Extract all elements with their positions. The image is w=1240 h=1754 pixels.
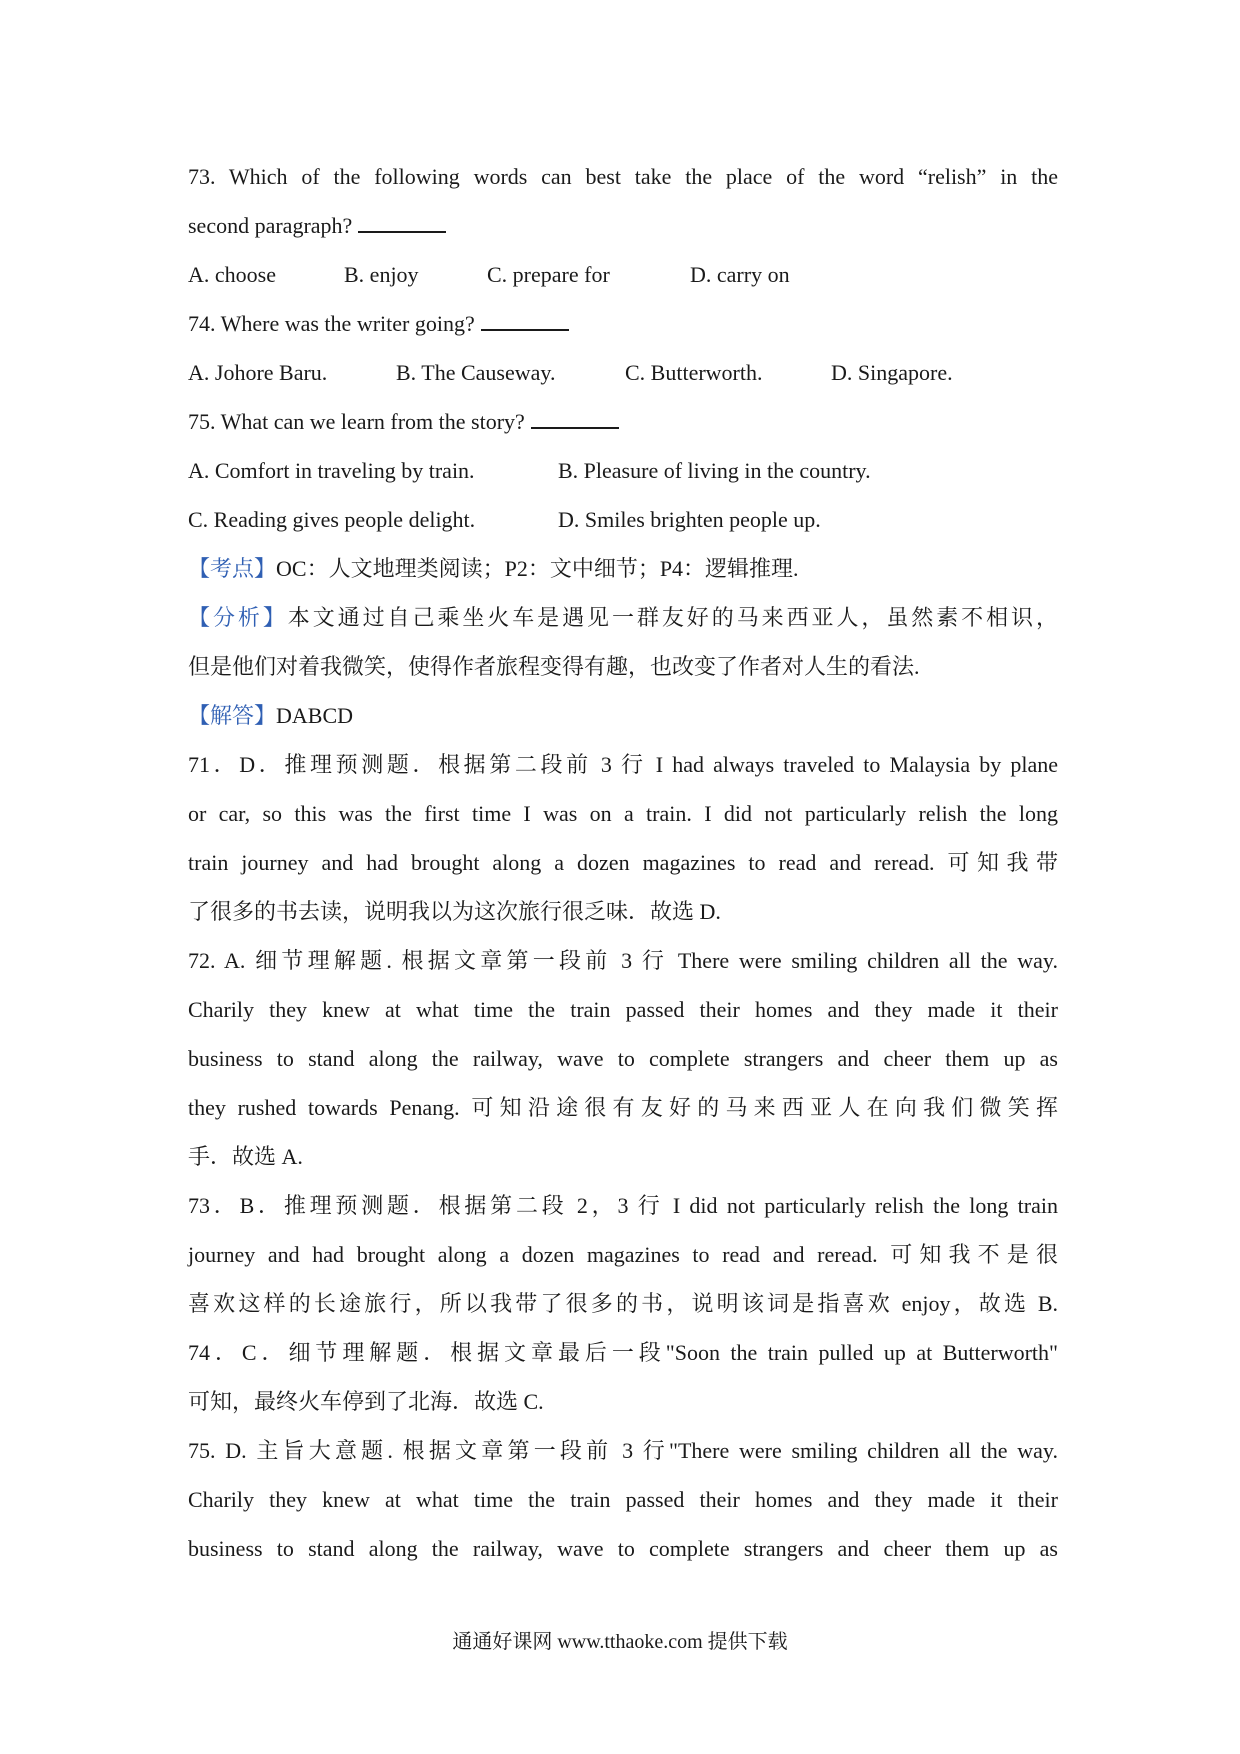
q75-option-c: C. Reading gives people delight. bbox=[188, 507, 476, 532]
q74-options bbox=[188, 348, 1058, 397]
a72-line1: 72. A. 细节理解题. 根据文章第一段前 3 行 There were smiling children all the way. bbox=[188, 948, 1058, 973]
q74-stem-text: 74. Where was the writer going? bbox=[188, 311, 475, 336]
a72-line4: they rushed towards Penang. 可知沿途很有友好的马来西亚人在向我们微笑挥 bbox=[188, 1095, 1058, 1120]
q73-stem-line2 bbox=[188, 201, 1058, 250]
a71-line1: 71．D．推理预测题．根据第二段前 3 行 I had always traveled to Malaysia by plane bbox=[188, 752, 1058, 777]
q74-option-d: D. Singapore. bbox=[831, 360, 953, 385]
jieda-section bbox=[188, 691, 1058, 740]
fenxi-line2: 但是他们对着我微笑，使得作者旅程变得有趣，也改变了作者对人生的看法. bbox=[188, 654, 920, 679]
q74-option-b: B. The Causeway. bbox=[396, 360, 556, 385]
a72-line2: Charily they knew at what time the train passed their homes and they made it their bbox=[188, 997, 1058, 1022]
fenxi-text-line1: 本文通过自己乘坐火车是遇见一群友好的马来西亚人，虽然素不相识， bbox=[287, 605, 1058, 630]
kaodian-section bbox=[188, 544, 1058, 593]
kaodian-tag: 【考点】 bbox=[188, 556, 277, 581]
document-page bbox=[188, 152, 1058, 1573]
a74-line2: 可知，最终火车停到了北海．故选 C. bbox=[188, 1389, 544, 1414]
q75-stem bbox=[188, 397, 1058, 446]
a71-line4: 了很多的书去读，说明我以为这次旅行很乏味．故选 D. bbox=[188, 899, 721, 924]
q73-stem-line1: 73. Which of the following words can best take the place of the word “relish” in the bbox=[188, 164, 1058, 189]
q73-option-d: D. carry on bbox=[690, 262, 790, 287]
q74-stem bbox=[188, 299, 1058, 348]
q73-stem-text: second paragraph? bbox=[188, 213, 353, 238]
q73-option-c: C. prepare for bbox=[487, 262, 610, 287]
q75-stem-text: 75. What can we learn from the story? bbox=[188, 409, 525, 434]
kaodian-text: OC：人文地理类阅读；P2：文中细节；P4：逻辑推理. bbox=[276, 556, 799, 581]
a73-line3: 喜欢这样的长途旅行，所以我带了很多的书，说明该词是指喜欢 enjoy，故选 B. bbox=[188, 1291, 1058, 1316]
fenxi-tag: 【分析】 bbox=[188, 605, 288, 630]
a72-line5: 手．故选 A. bbox=[188, 1144, 303, 1169]
a75-line1: 75. D. 主旨大意题. 根据文章第一段前 3 行"There were smiling children all the way. bbox=[188, 1438, 1058, 1463]
q73-option-a: A. choose bbox=[188, 262, 276, 287]
a73-line2: journey and had brought along a dozen magazines to read and reread. 可知我不是很 bbox=[188, 1242, 1058, 1267]
q75-option-d: D. Smiles brighten people up. bbox=[558, 507, 821, 532]
q73-option-b: B. enjoy bbox=[344, 262, 419, 287]
a75-line3: business to stand along the railway, wave to complete strangers and cheer them up as bbox=[188, 1536, 1058, 1561]
a71-line3: train journey and had brought along a dozen magazines to read and reread. 可知我带 bbox=[188, 850, 1058, 875]
a73-line1: 73．B．推理预测题．根据第二段 2，3 行 I did not particularly relish the long train bbox=[188, 1193, 1058, 1218]
q75-option-b: B. Pleasure of living in the country. bbox=[558, 458, 871, 483]
page-footer: 通通好课网 www.tthaoke.com 提供下载 bbox=[452, 1631, 788, 1653]
q73-answer-blank bbox=[358, 211, 446, 233]
jieda-text: DABCD bbox=[276, 703, 354, 728]
jieda-tag: 【解答】 bbox=[188, 703, 277, 728]
q75-options-row1 bbox=[188, 446, 1058, 495]
a75-line2: Charily they knew at what time the train passed their homes and they made it their bbox=[188, 1487, 1058, 1512]
a71-line2: or car, so this was the first time I was on a train. I did not particularly relish the long bbox=[188, 801, 1058, 826]
q74-answer-blank bbox=[481, 309, 569, 331]
a74-line1: 74．C．细节理解题．根据文章最后一段"Soon the train pulled up at Butterworth" bbox=[188, 1340, 1058, 1365]
q75-option-a: A. Comfort in traveling by train. bbox=[188, 458, 475, 483]
q75-options-row2 bbox=[188, 495, 1058, 544]
q74-option-c: C. Butterworth. bbox=[625, 360, 763, 385]
q73-options bbox=[188, 250, 1058, 299]
fenxi-line1 bbox=[188, 593, 1058, 642]
q74-option-a: A. Johore Baru. bbox=[188, 360, 328, 385]
a72-line3: business to stand along the railway, wave to complete strangers and cheer them up as bbox=[188, 1046, 1058, 1071]
q75-answer-blank bbox=[531, 407, 619, 429]
